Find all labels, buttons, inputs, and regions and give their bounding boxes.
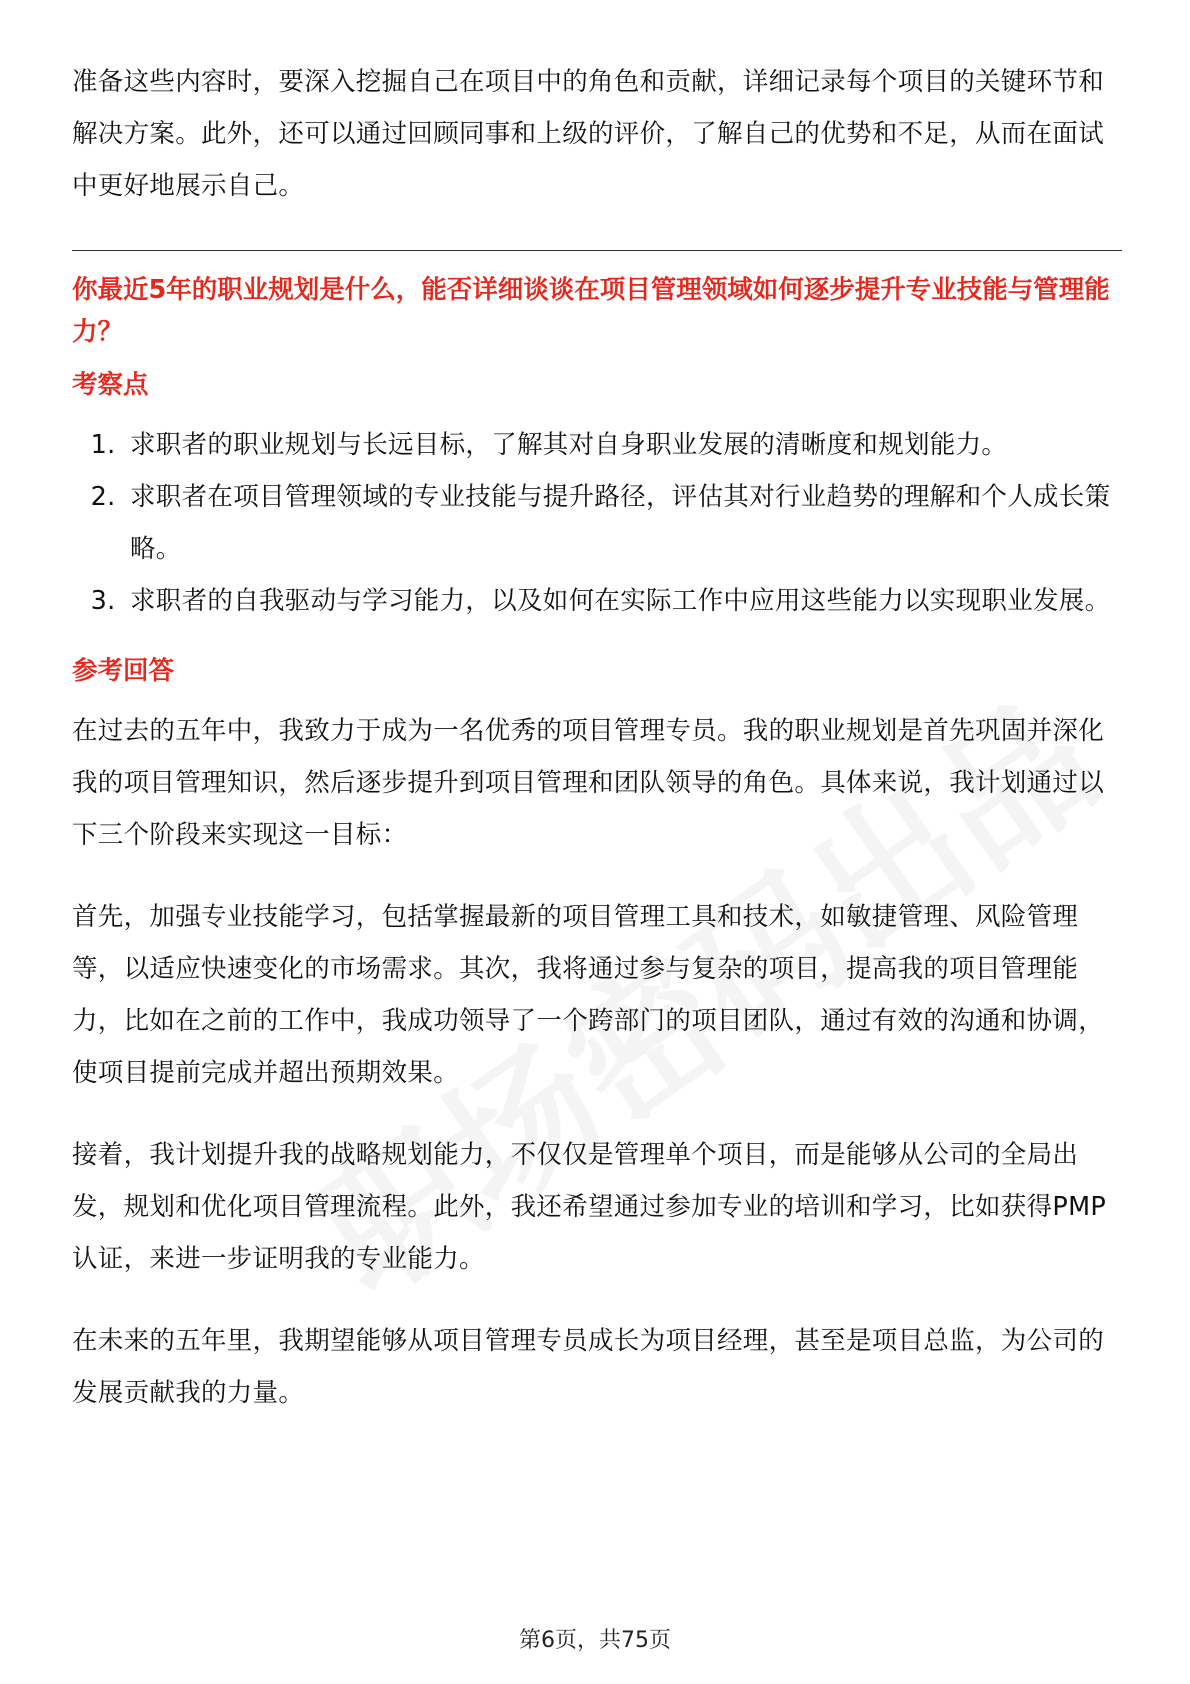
document-page: [72, 56, 1122, 1419]
examination-item: 3. 求职者的自我驱动与学习能力，以及如何在实际工作中应用这些能力以实现职业发展。: [124, 575, 1122, 627]
answer-paragraph: 在过去的五年中，我致力于成为一名优秀的项目管理专员。我的职业规划是首先巩固并深化我的项目管理知识，然后逐步提升到项目管理和团队领导的角色。具体来说，我计划通过以下三个阶段来实现这一目标：: [72, 716, 1105, 850]
answer-paragraph: 接着，我计划提升我的战略规划能力，不仅仅是管理单个项目，而是能够从公司的全局出发，规划和优化项目管理流程。此外，我还希望通过参加专业的培训和学习，比如获得PMP认证，来进一步证明我的专业能力。: [72, 1140, 1107, 1274]
answer-paragraph: 首先，加强专业技能学习，包括掌握最新的项目管理工具和技术，如敏捷管理、风险管理等，以适应快速变化的市场需求。其次，我将通过参与复杂的项目，提高我的项目管理能力，比如在之前的工作中，我成功领导了一个跨部门的项目团队，通过有效的沟通和协调，使项目提前完成并超出预期效果。: [72, 902, 1105, 1088]
examination-list: [72, 419, 1122, 627]
interview-question: 你最近5年的职业规划是什么，能否详细谈谈在项目管理领域如何逐步提升专业技能与管理能力？: [72, 275, 1110, 347]
examination-heading: 考察点: [72, 370, 149, 400]
intro-paragraph: 准备这些内容时，要深入挖掘自己在项目中的角色和贡献，详细记录每个项目的关键环节和解决方案。此外，还可以通过回顾同事和上级的评价，了解自己的优势和不足，从而在面试中更好地展示自己。: [72, 67, 1105, 201]
answer-heading: 参考回答: [72, 656, 175, 686]
examination-item: 2. 求职者在项目管理领域的专业技能与提升路径，评估其对行业趋势的理解和个人成长策略。: [124, 471, 1122, 575]
examination-item: 1. 求职者的职业规划与长远目标，了解其对自身职业发展的清晰度和规划能力。: [124, 419, 1122, 471]
answer-paragraph: 在未来的五年里，我期望能够从项目管理专员成长为项目经理，甚至是项目总监，为公司的发展贡献我的力量。: [72, 1326, 1105, 1408]
page-number-footer: 第6页，共75页: [519, 1628, 671, 1653]
answer-body: [72, 705, 1122, 1419]
section-divider: [72, 250, 1122, 251]
